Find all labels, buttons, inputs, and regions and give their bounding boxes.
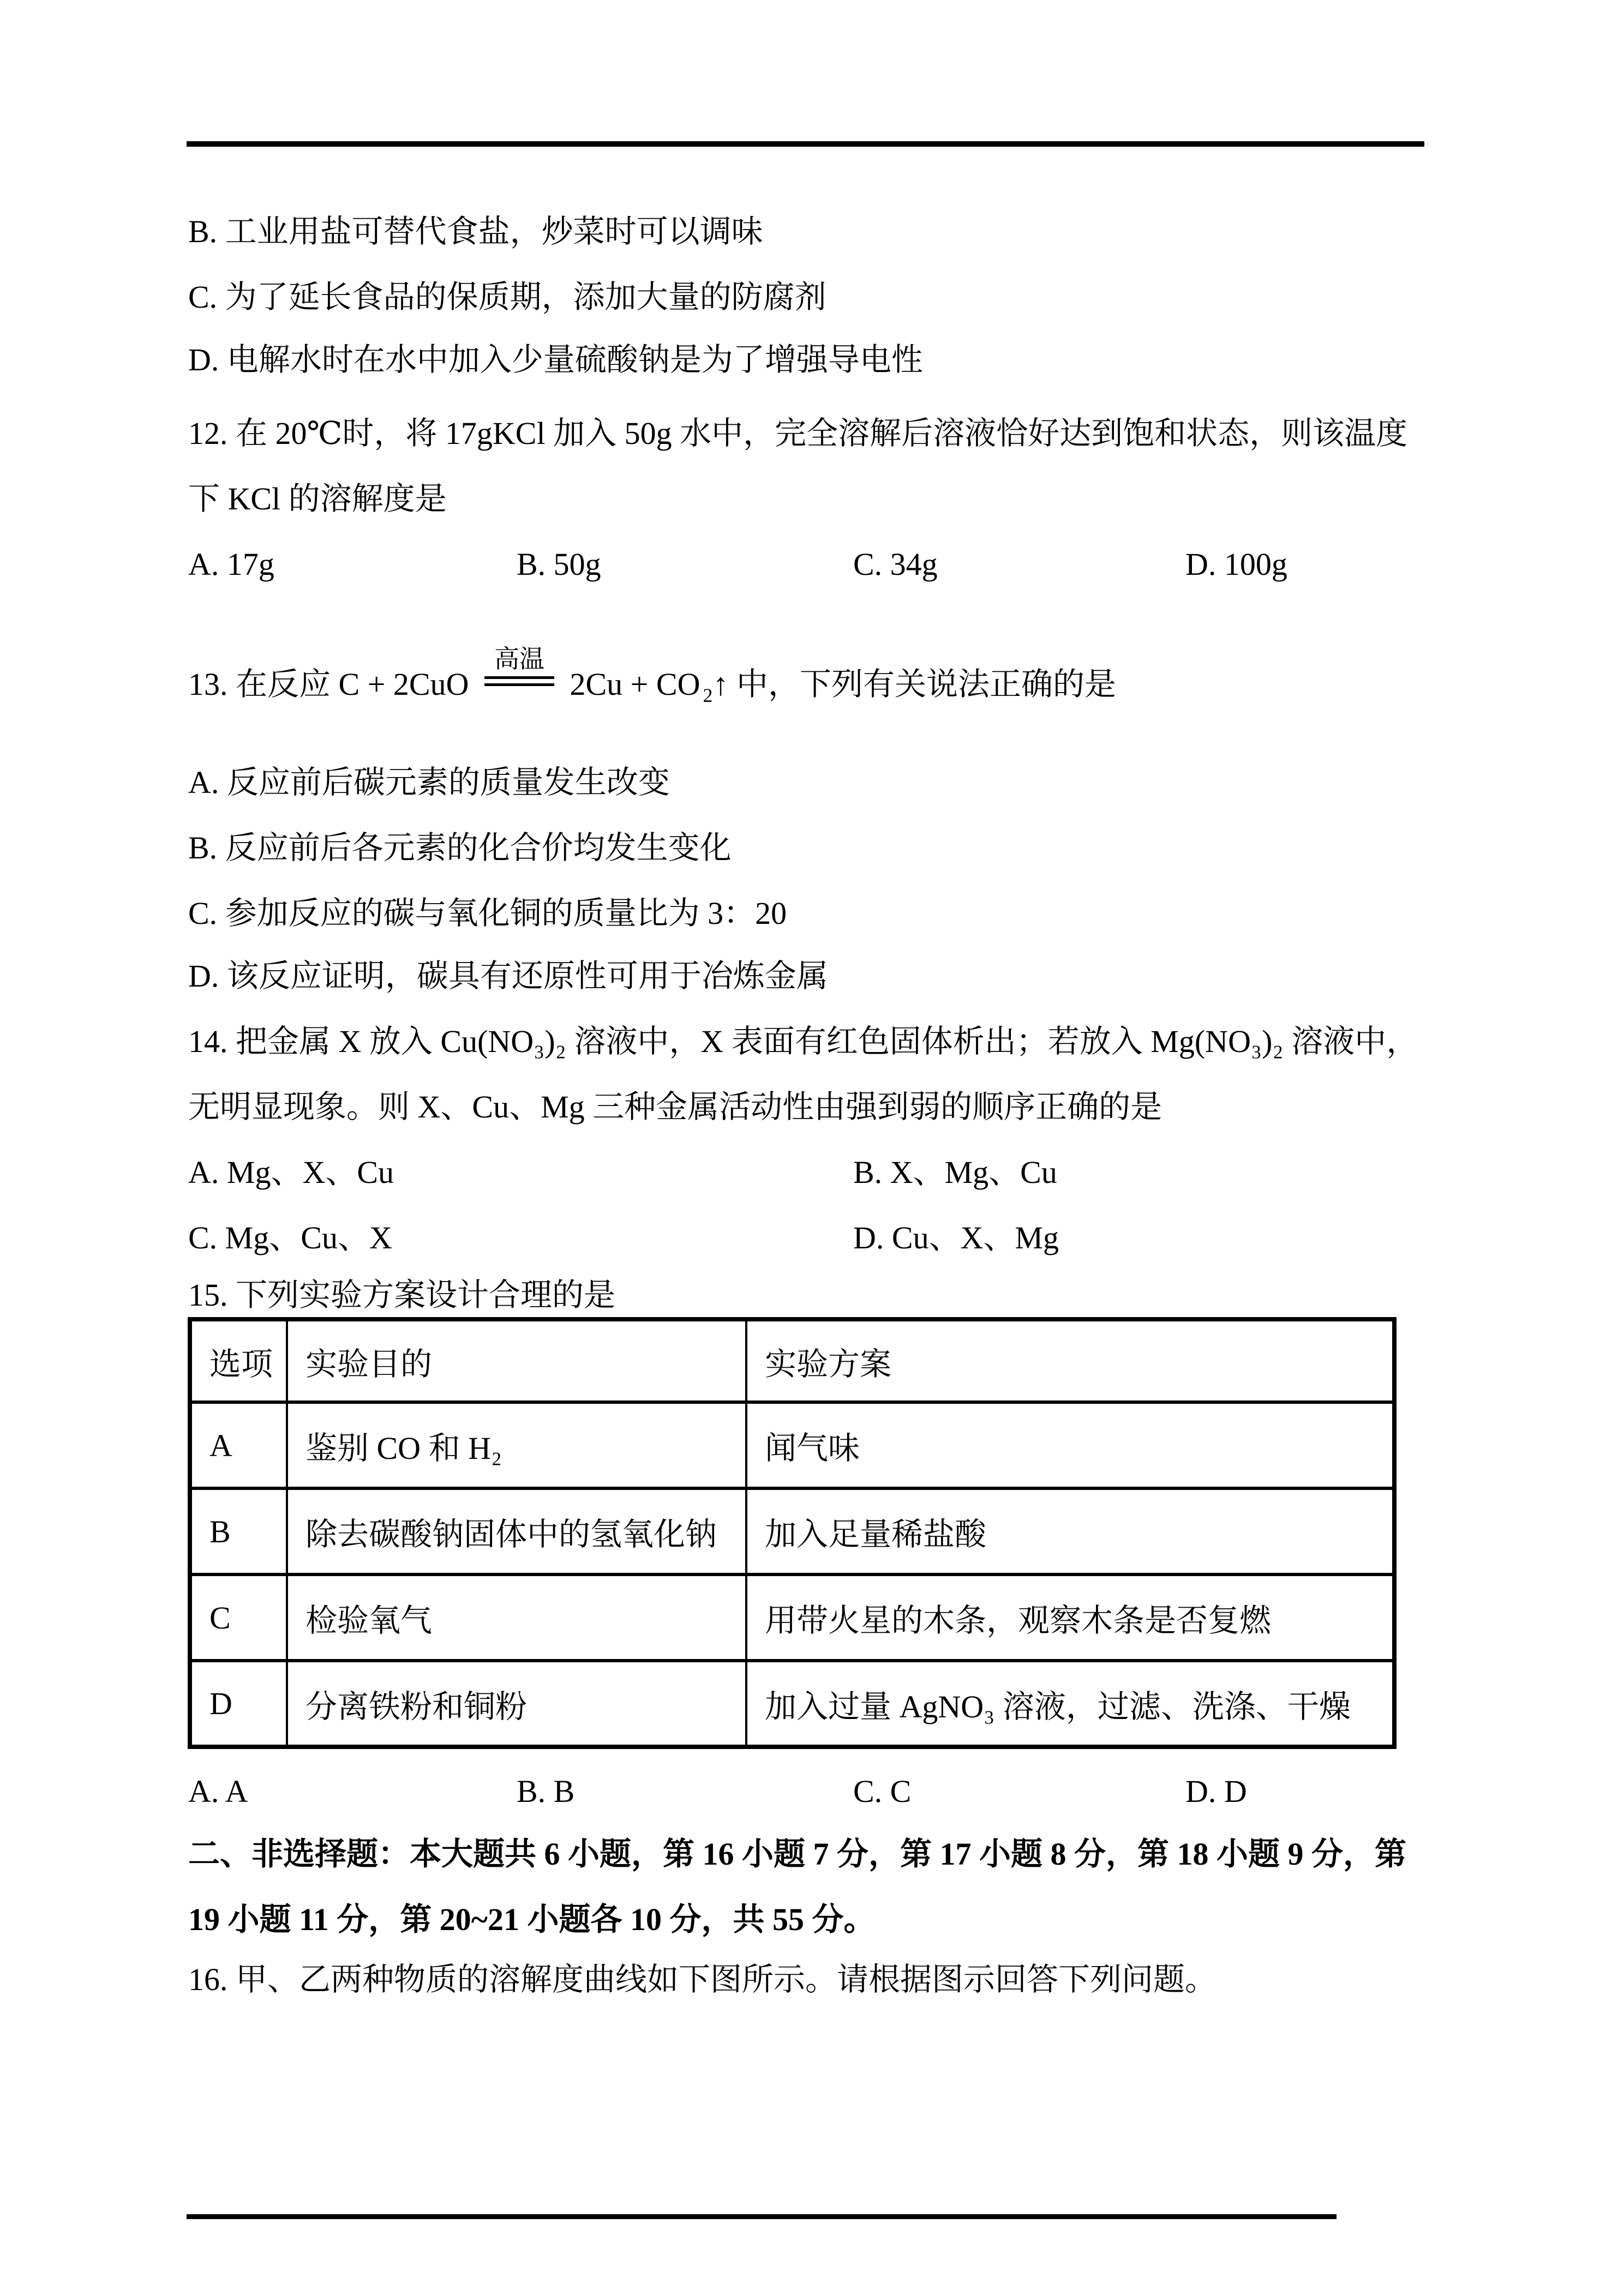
q13-option-a: A. 反应前后碳元素的质量发生改变	[188, 765, 670, 800]
q15-option-a: A. A	[188, 1774, 248, 1809]
gas-up-arrow: ↑	[712, 666, 729, 702]
q14-options-row1	[188, 1140, 1454, 1205]
q15-table-header-plan: 实验方案	[746, 1319, 1394, 1402]
top-rule	[187, 141, 1424, 147]
reaction-condition-label: 高温	[494, 645, 544, 673]
q15-option-c: C. C	[853, 1774, 912, 1809]
q13-equation-lhs: C + 2CuO	[338, 666, 469, 702]
q13-stem	[188, 645, 1454, 717]
q12-option-a: A. 17g	[188, 546, 274, 582]
section2-header-line1: 二、非选择题：本大题共 6 小题，第 16 小题 7 分，第 17 小题 8 分，第 18 小题 9 分，第	[188, 1836, 1407, 1872]
q11-option-c: C. 为了延长食品的保质期，添加大量的防腐剂	[188, 279, 826, 315]
bottom-rule	[187, 2214, 1337, 2219]
q12-stem-line2: 下 KCl 的溶解度是	[188, 481, 447, 516]
q11-option-b: B. 工业用盐可替代食盐，炒菜时可以调味	[188, 214, 763, 249]
q15-row-c-purpose: 检验氧气	[287, 1574, 746, 1661]
q15-row-d-purpose: 分离铁粉和铜粉	[287, 1661, 746, 1747]
q15-row-b-purpose: 除去碳酸钠固体中的氢氧化钠	[287, 1488, 746, 1574]
q13-stem-prefix: 13. 在反应	[188, 666, 331, 702]
co2-subscript: 2	[703, 684, 713, 706]
q13-option-c: C. 参加反应的碳与氧化铜的质量比为 3：20	[188, 895, 787, 931]
q15-row-a-plan: 闻气味	[746, 1402, 1394, 1488]
table-row-d	[190, 1661, 1394, 1747]
section2-header-line2: 19 小题 11 分，第 20~21 小题各 10 分，共 55 分。	[188, 1902, 876, 1937]
q12-options-row	[188, 532, 1454, 597]
reaction-condition	[484, 645, 554, 686]
q15-options-row	[188, 1759, 1454, 1824]
q14-option-b: B. X、Mg、Cu	[853, 1155, 1057, 1190]
q15-option-b: B. B	[517, 1774, 575, 1809]
q15-table-header-purpose: 实验目的	[287, 1319, 746, 1402]
q15-row-a-option: A	[190, 1402, 287, 1488]
q15-row-b-plan: 加入足量稀盐酸	[746, 1488, 1394, 1574]
q12-option-d: D. 100g	[1185, 546, 1287, 582]
q13-equation-rhs: 2Cu + CO	[570, 666, 700, 702]
q15-row-a-purpose: 鉴别 CO 和 H₂	[287, 1402, 746, 1488]
q15-row-d-plan: 加入过量 AgNO₃ 溶液，过滤、洗涤、干燥	[746, 1661, 1394, 1747]
q11-option-d: D. 电解水时在水中加入少量硫酸钠是为了增强导电性	[188, 342, 923, 377]
q14-stem-line2: 无明显现象。则 X、Cu、Mg 三种金属活动性由强到弱的顺序正确的是	[188, 1089, 1162, 1125]
q14-option-d: D. Cu、X、Mg	[853, 1220, 1059, 1255]
q14-option-c: C. Mg、Cu、X	[188, 1220, 392, 1255]
q15-row-d-option: D	[190, 1661, 287, 1747]
q15-row-b-option: B	[190, 1488, 287, 1574]
table-row-b	[190, 1488, 1394, 1574]
q15-stem: 15. 下列实验方案设计合理的是	[188, 1277, 616, 1313]
q12-stem-line1: 12. 在 20℃时，将 17gKCl 加入 50g 水中，完全溶解后溶液恰好达到饱和状态，则该温度	[188, 416, 1408, 451]
q15-table-header-option: 选项	[190, 1319, 287, 1402]
q15-option-d: D. D	[1185, 1774, 1247, 1809]
q12-option-c: C. 34g	[853, 546, 938, 582]
q13-option-b: B. 反应前后各元素的化合价均发生变化	[188, 830, 732, 865]
q13-option-d: D. 该反应证明，碳具有还原性可用于冶炼金属	[188, 958, 828, 994]
double-bond-equals	[484, 676, 554, 686]
q14-option-a: A. Mg、X、Cu	[188, 1155, 394, 1190]
table-row-a	[190, 1402, 1394, 1488]
q15-table	[188, 1317, 1397, 1749]
q15-row-c-option: C	[190, 1574, 287, 1661]
q14-stem-line1: 14. 把金属 X 放入 Cu(NO₃)₂ 溶液中，X 表面有红色固体析出；若放入 Mg(NO₃)₂ 溶液中，	[188, 1024, 1418, 1059]
q16-stem: 16. 甲、乙两种物质的溶解度曲线如下图所示。请根据图示回答下列问题。	[188, 1962, 1217, 1997]
q15-row-c-plan: 用带火星的木条，观察木条是否复燃	[746, 1574, 1394, 1661]
q15-table-header-row	[190, 1319, 1394, 1402]
table-row-c	[190, 1574, 1394, 1661]
q13-stem-suffix: 中，下列有关说法正确的是	[736, 666, 1116, 702]
q12-option-b: B. 50g	[517, 546, 601, 582]
q14-options-row2	[188, 1205, 1454, 1271]
